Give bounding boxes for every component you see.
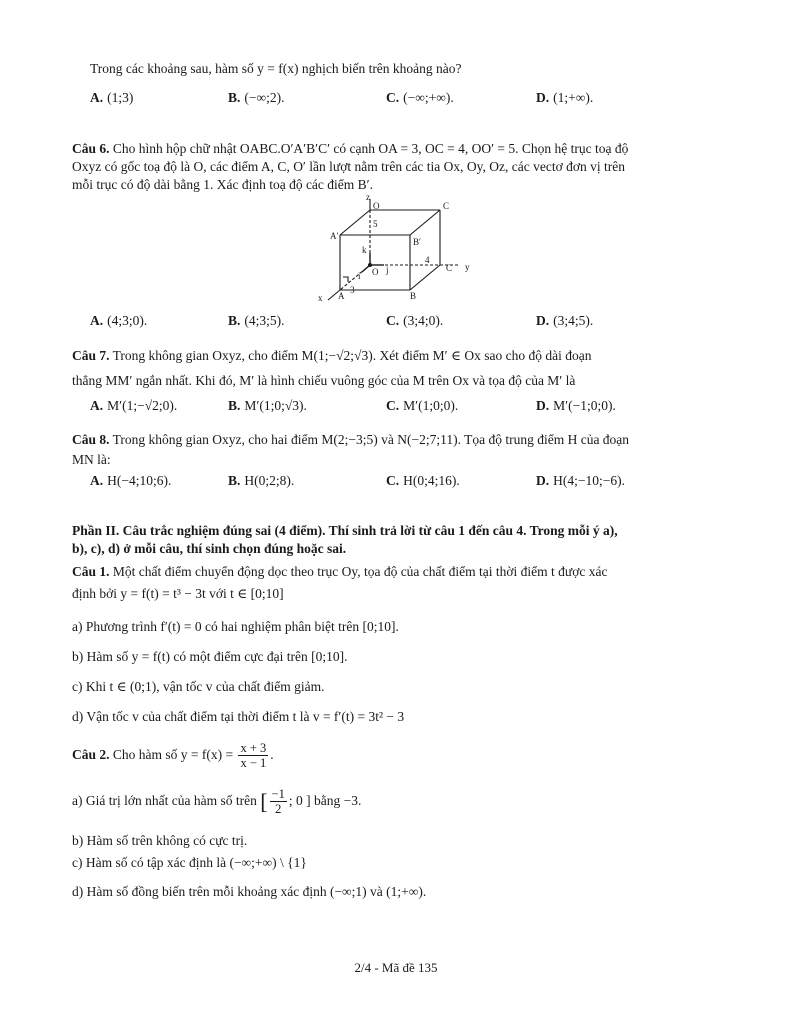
label-o-top: O <box>373 201 380 211</box>
p2cau1-item-a[interactable]: a) Phương trình f′(t) = 0 có hai nghiệm phân biệt trên [0;10]. <box>72 619 399 634</box>
p2cau2-item-b[interactable]: b) Hàm số trên không có cực trị. <box>72 833 248 848</box>
cau8-line2: MN là: <box>72 452 111 467</box>
intro-option-a[interactable]: A. (1;3) <box>90 90 134 105</box>
label-four: 4 <box>425 255 430 265</box>
cau7-option-d[interactable]: D. M′(−1;0;0). <box>536 398 616 413</box>
label-x: x <box>318 293 323 303</box>
p2cau2-item-a[interactable]: a) Giá trị lớn nhất của hàm số trên [ $\frac{-1}{2}$ ; 0 ] bằng −3. <box>72 787 362 817</box>
label-a: A <box>338 291 345 301</box>
p2cau2-item-c[interactable]: c) Hàm số có tập xác định là (−∞;+∞) \ {1} <box>72 855 307 870</box>
cau6-line2: Oxyz có gốc toạ độ là O, các điểm A, C, O′ lần lượt nằm trên các tia Ox, Oy, Oz, các vectơ đơn vị trên <box>72 159 626 174</box>
cau8-title: Câu 8. <box>72 432 110 447</box>
intro-options <box>90 90 710 110</box>
p2cau1-line1: Câu 1. Một chất điểm chuyển động dọc theo trục Oy, tọa độ của chất điểm tại thời điểm t được xác <box>72 564 608 579</box>
cau7-option-b[interactable]: B. M′(1;0;√3). <box>228 398 307 413</box>
p2cau2-title: Câu 2. <box>72 747 110 762</box>
intro-option-d[interactable]: D. (1;+∞). <box>536 90 594 105</box>
label-y: y <box>465 262 470 272</box>
p2cau2-item-d[interactable]: d) Hàm số đồng biến trên mỗi khoảng xác định (−∞;1) và (1;+∞). <box>72 884 427 899</box>
part2-heading-line2: b), c), d) ở mỗi câu, thí sinh chọn đúng hoặc sai. <box>72 541 347 556</box>
label-j: j <box>386 265 389 275</box>
page-footer: 2/4 - Mã đề 135 <box>354 960 438 975</box>
label-a-top: A′ <box>330 231 339 241</box>
label-five: 5 <box>373 219 378 229</box>
cau6-option-c[interactable]: C. (3;4;0). <box>386 313 444 328</box>
cau6-title: Câu 6. <box>72 141 110 156</box>
label-i: i <box>358 271 361 281</box>
cau8-option-d[interactable]: D. H(4;−10;−6). <box>536 473 625 488</box>
label-k: k <box>362 245 367 255</box>
label-c: C <box>446 263 453 273</box>
cau6-line3: mỗi trục có độ dài bằng 1. Xác định toạ độ các điểm B′. <box>72 177 373 192</box>
label-b-top: B′ <box>413 237 421 247</box>
label-three: 3 <box>350 285 355 295</box>
label-b: B <box>410 291 417 301</box>
p2cau1-item-d[interactable]: d) Vận tốc v của chất điểm tại thời điểm t là v = f′(t) = 3t² − 3 <box>72 709 405 724</box>
intro-question: Trong các khoảng sau, hàm số y = f(x) nghịch biến trên khoảng nào? <box>90 61 462 76</box>
cau6-options <box>90 313 710 333</box>
cau6-option-a[interactable]: A. (4;3;0). <box>90 313 148 328</box>
part2-heading-line1: Phần II. Câu trắc nghiệm đúng sai (4 điểm). Thí sinh trả lời từ câu 1 đến câu 4. Trong mỗi ý a), <box>72 523 618 538</box>
cau7-line1: Câu 7. Trong không gian Oxyz, cho điểm M(1;−√2;√3). Xét điểm M′ ∈ Ox sao cho độ dài đoạn <box>72 348 592 363</box>
p2cau1-title: Câu 1. <box>72 564 110 579</box>
label-z: z <box>366 195 370 202</box>
label-c-top: C <box>443 201 450 211</box>
p2cau1-item-c[interactable]: c) Khi t ∈ (0;1), vận tốc v của chất điểm giảm. <box>72 679 325 694</box>
cau7-option-c[interactable]: C. M′(1;0;0). <box>386 398 459 413</box>
cau8-line1: Câu 8. Trong không gian Oxyz, cho hai điểm M(2;−3;5) và N(−2;7;11). Tọa độ trung điểm H của đoạn <box>72 432 630 447</box>
label-o: O <box>372 267 379 277</box>
intro-option-c[interactable]: C. (−∞;+∞). <box>386 90 454 105</box>
p2cau2-a-fraction: $\frac{-1}{2}$ <box>271 787 285 817</box>
cuboid-figure <box>310 195 490 305</box>
p2cau1-item-b[interactable]: b) Hàm số y = f(t) có một điểm cực đại trên [0;10]. <box>72 649 348 664</box>
cau8-option-c[interactable]: C. H(0;4;16). <box>386 473 460 488</box>
cau8-option-b[interactable]: B. H(0;2;8). <box>228 473 295 488</box>
cau8-option-a[interactable]: A. H(−4;10;6). <box>90 473 172 488</box>
p2cau2-stem: Câu 2. Cho hàm số y = f(x) = $\frac{x + 3}{x - 1}$ . <box>72 741 274 771</box>
p2cau2-fraction: $\frac{x + 3}{x - 1}$ <box>240 741 267 771</box>
intro-option-b[interactable]: B. (−∞;2). <box>228 90 285 105</box>
cau7-option-a[interactable]: A. M′(1;−√2;0). <box>90 398 178 413</box>
cau6-option-b[interactable]: B. (4;3;5). <box>228 313 285 328</box>
p2cau1-line2: định bởi y = f(t) = t³ − 3t với t ∈ [0;10] <box>72 586 284 601</box>
cau7-options <box>90 398 730 418</box>
cau7-title: Câu 7. <box>72 348 110 363</box>
cau8-options <box>90 473 730 493</box>
cau6-line1: Câu 6. Cho hình hộp chữ nhật OABC.O′A′B′C′ có cạnh OA = 3, OC = 4, OO′ = 5. Chọn hệ trục toạ độ <box>72 141 629 156</box>
cau6-option-d[interactable]: D. (3;4;5). <box>536 313 594 328</box>
cau7-line2: thẳng MM′ ngắn nhất. Khi đó, M′ là hình chiếu vuông góc của M trên Ox và tọa độ của M′ là <box>72 373 576 388</box>
